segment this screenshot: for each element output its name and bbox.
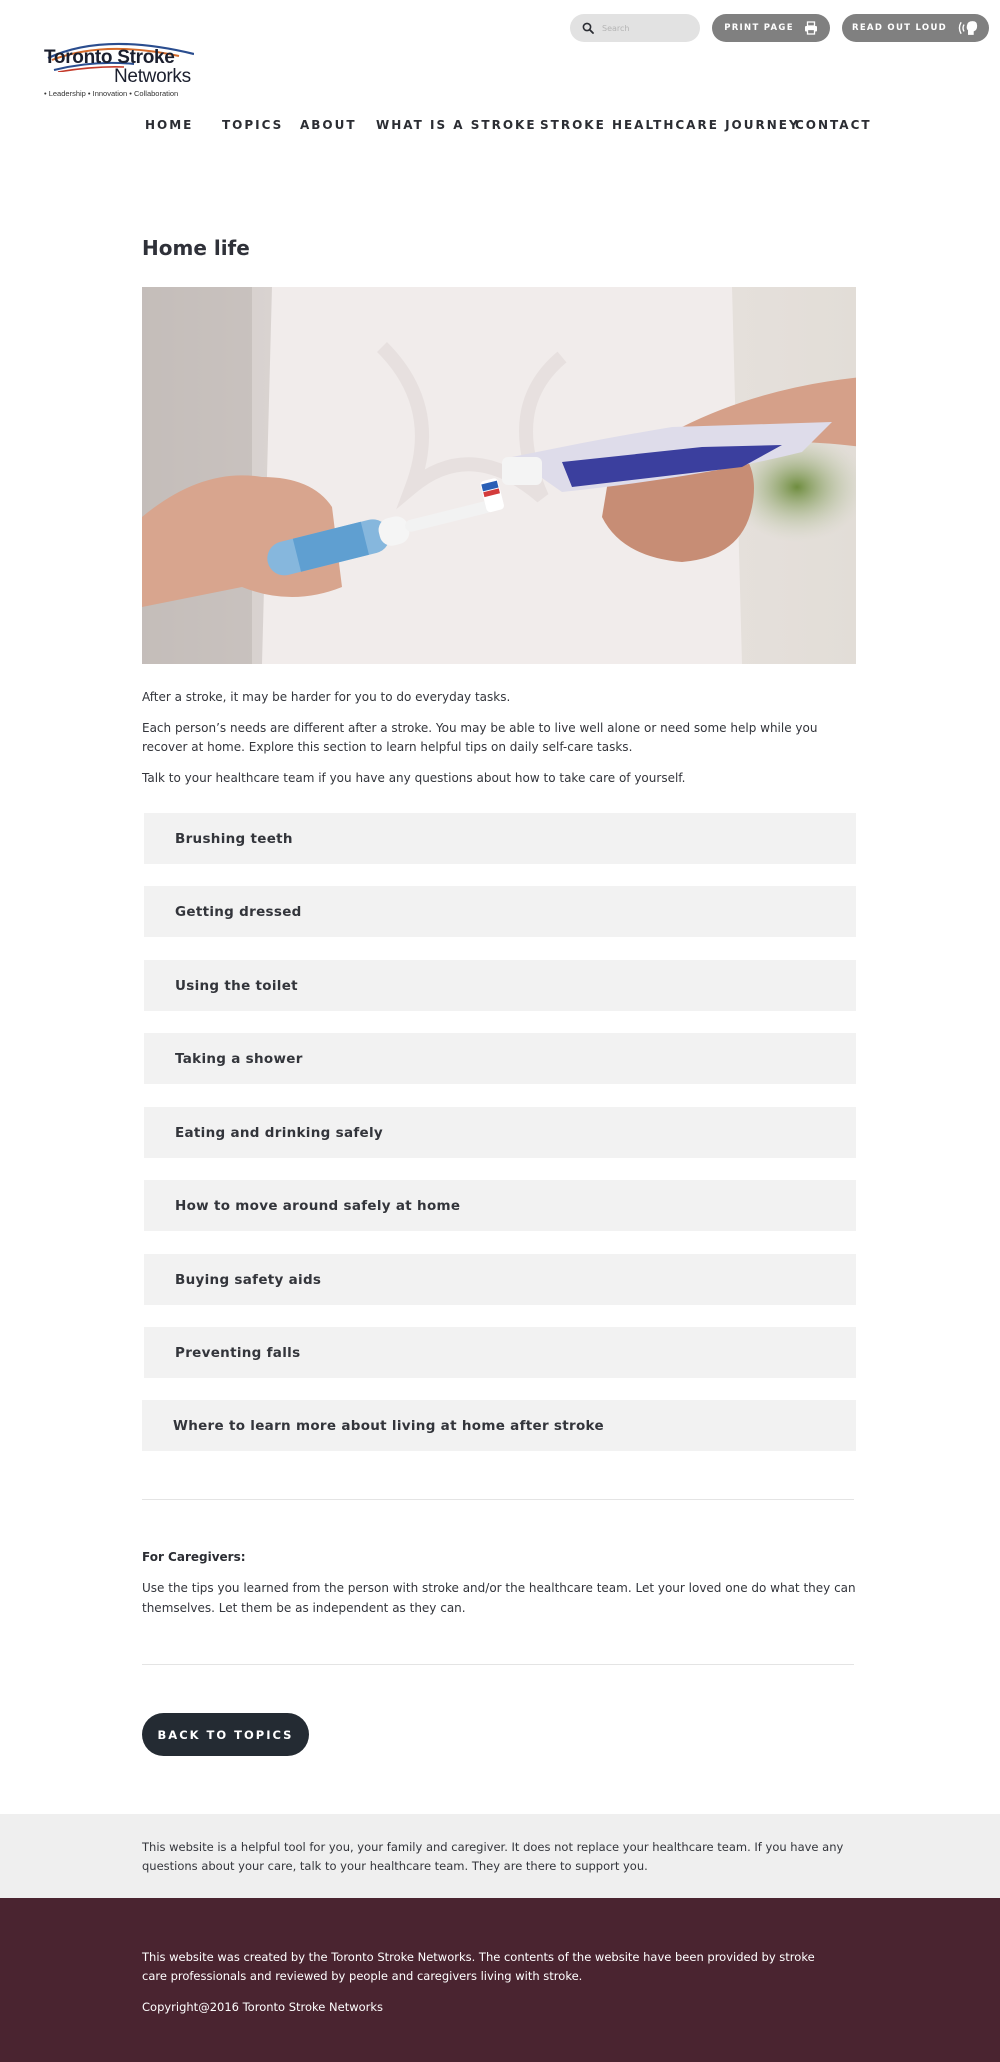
divider <box>142 1499 854 1500</box>
read-out-loud-button[interactable] <box>842 14 989 42</box>
intro-paragraph: Talk to your healthcare team if you have any questions about how to take care of yourself. <box>142 771 686 785</box>
accordion-item-label: How to move around safely at home <box>175 1197 461 1214</box>
nav-about[interactable]: ABOUT <box>300 118 357 132</box>
accordion-item-using-the-toilet[interactable] <box>144 960 856 1011</box>
print-page-label: PRINT PAGE <box>724 23 794 33</box>
accordion-item-label: Using the toilet <box>175 977 298 994</box>
accordion-item-taking-a-shower[interactable] <box>144 1033 856 1084</box>
search-icon <box>582 22 594 34</box>
footer-created-text: This website was created by the Toronto Stroke Networks. The contents of the website have been provided by stroke care professionals and reviewed by people and caregivers living with stroke. <box>142 1950 815 1983</box>
search-box[interactable] <box>570 14 700 42</box>
accordion-item-label: Getting dressed <box>175 903 302 920</box>
logo-text-line1: Toronto Stroke <box>44 47 175 68</box>
accordion-item-label: Eating and drinking safely <box>175 1124 384 1141</box>
accordion-item-move-around-safely[interactable] <box>144 1180 856 1231</box>
back-to-topics-button[interactable]: BACK TO TOPICS <box>142 1713 309 1756</box>
page-title: Home life <box>142 236 250 260</box>
intro-paragraph: After a stroke, it may be harder for you to do everyday tasks. <box>142 690 511 704</box>
caregivers-text: Use the tips you learned from the person with stroke and/or the healthcare team. Let your loved one do what they can themselves. Let them be as independent as they can. <box>142 1581 856 1615</box>
toothbrush-photo-illustration <box>142 287 856 664</box>
speaking-head-icon <box>957 20 979 36</box>
nav-what-is-a-stroke[interactable]: WHAT IS A STROKE <box>376 118 537 132</box>
logo-text-line2: Networks <box>114 66 191 87</box>
printer-icon <box>804 21 818 35</box>
read-out-loud-label: READ OUT LOUD <box>851 23 948 33</box>
footer-copyright: Copyright@2016 Toronto Stroke Networks <box>142 2000 384 2014</box>
intro-paragraph: Each person’s needs are different after a stroke. You may be able to live well alone or need some help while you recover at home. Explore this section to learn helpful tips on daily self-care tasks. <box>142 721 818 754</box>
disclaimer-text: This website is a helpful tool for you, your family and caregiver. It does not replace your healthcare team. If you have any questions about your care, talk to your healthcare team. They are there to support you. <box>142 1840 844 1873</box>
accordion-item-label: Brushing teeth <box>175 830 293 847</box>
accordion-item-learn-more[interactable] <box>142 1400 856 1451</box>
print-page-button[interactable] <box>712 14 830 42</box>
search-input[interactable] <box>602 24 692 33</box>
disclaimer-band <box>0 1814 1000 1898</box>
accordion-item-label: Where to learn more about living at home after stroke <box>173 1417 604 1434</box>
logo-tagline: • Leadership • Innovation • Collaboration <box>44 89 179 98</box>
divider <box>142 1664 854 1665</box>
hero-image <box>142 287 856 664</box>
nav-home[interactable]: HOME <box>145 118 194 132</box>
accordion-item-getting-dressed[interactable] <box>144 886 856 937</box>
nav-stroke-healthcare-journey[interactable]: STROKE HEALTHCARE JOURNEY <box>540 118 800 132</box>
accordion-item-label: Taking a shower <box>175 1050 303 1067</box>
accordion-item-brushing-teeth[interactable] <box>144 813 856 864</box>
site-footer <box>0 1898 1000 2062</box>
accordion-item-label: Buying safety aids <box>175 1271 322 1288</box>
accordion-item-eating-and-drinking[interactable] <box>144 1107 856 1158</box>
accordion-item-buying-safety-aids[interactable] <box>144 1254 856 1305</box>
caregivers-heading: For Caregivers: <box>142 1550 246 1564</box>
nav-contact[interactable]: CONTACT <box>795 118 872 132</box>
accordion-item-preventing-falls[interactable] <box>144 1327 856 1378</box>
nav-topics[interactable]: TOPICS <box>222 118 284 132</box>
accordion-item-label: Preventing falls <box>175 1344 301 1361</box>
toronto-stroke-networks-logo[interactable] <box>42 36 202 102</box>
main-nav <box>0 118 1000 136</box>
